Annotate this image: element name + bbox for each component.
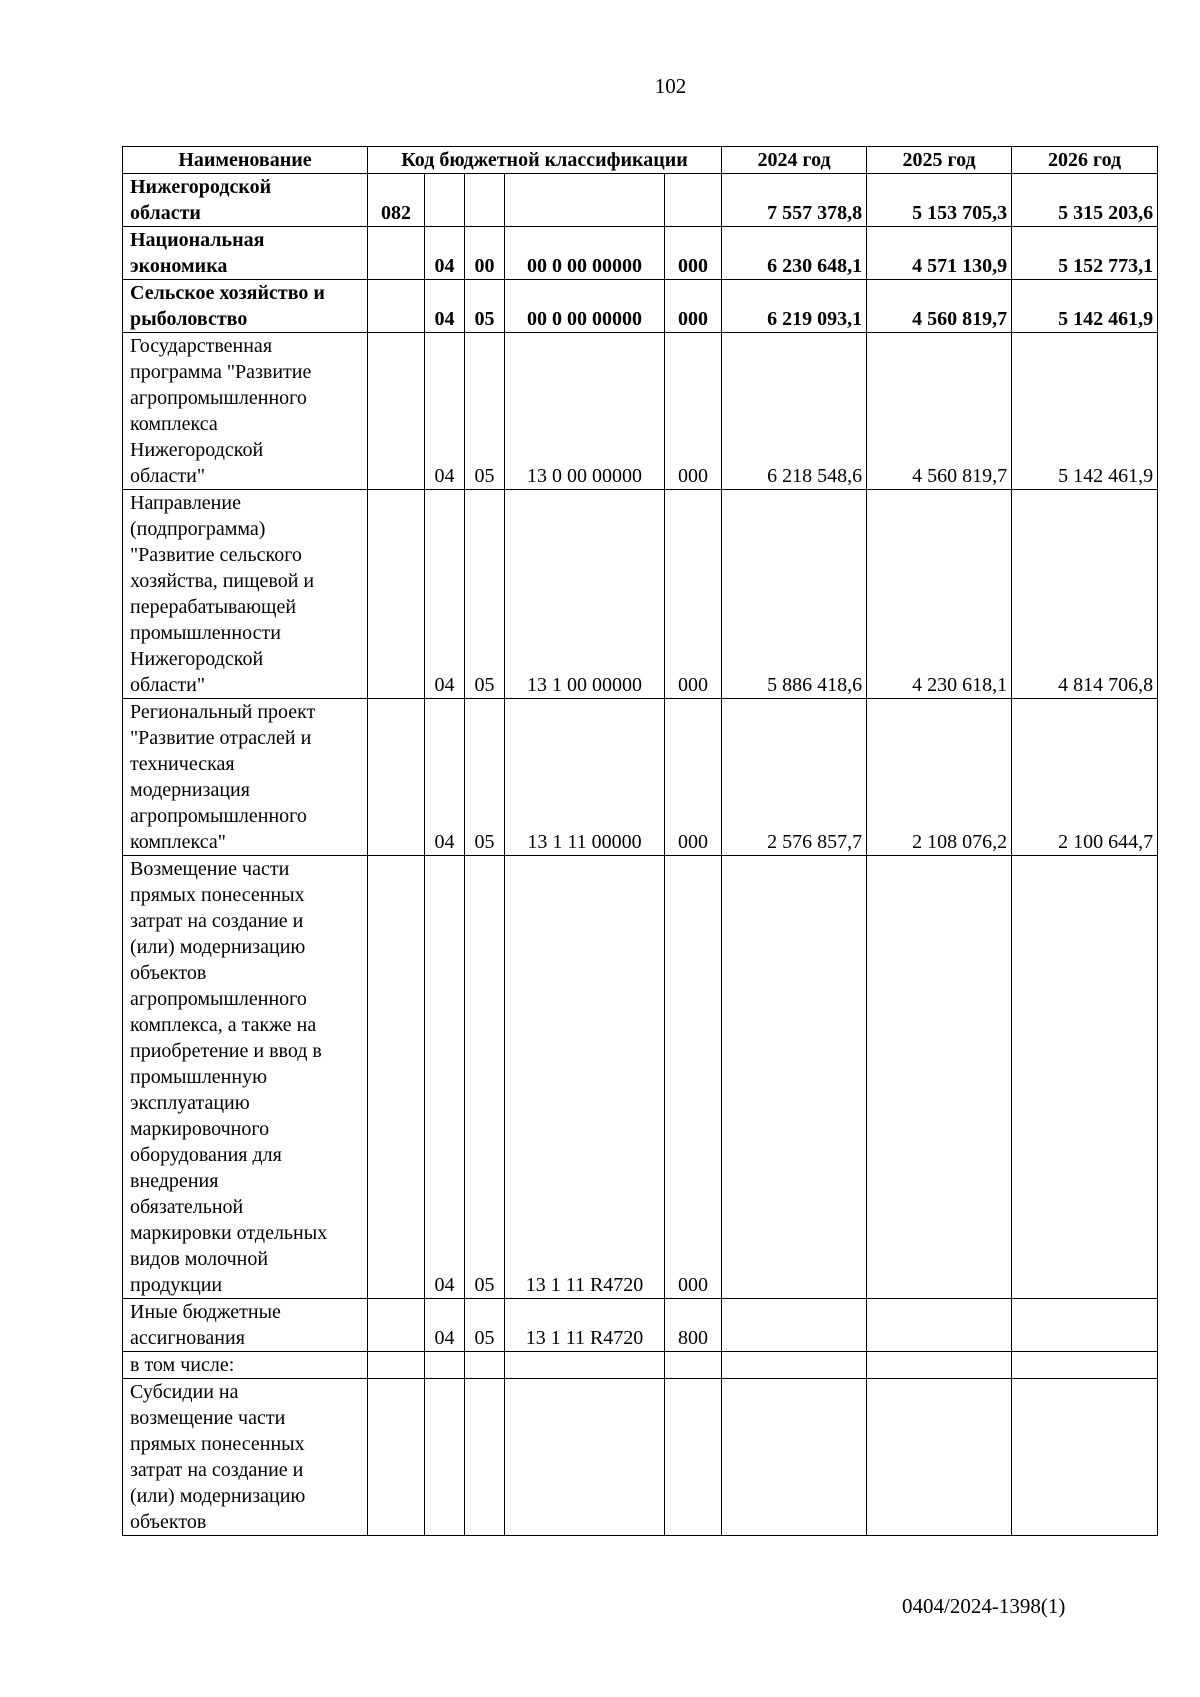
cell-section: 04 (425, 699, 465, 856)
cell-2026 (1012, 1299, 1158, 1352)
cell-target-article: 00 0 00 00000 (505, 280, 665, 333)
cell-2024: 6 218 548,6 (722, 333, 867, 490)
cell-2025 (867, 1379, 1012, 1536)
cell-subsection: 05 (465, 1299, 505, 1352)
cell-2026: 5 142 461,9 (1012, 280, 1158, 333)
table-row (123, 333, 1158, 490)
cell-subsection: 05 (465, 699, 505, 856)
cell-section: 04 (425, 490, 465, 699)
cell-2024 (722, 856, 867, 1299)
cell-expense-type: 000 (665, 856, 722, 1299)
cell-2025: 2 108 076,2 (867, 699, 1012, 856)
cell-ministry-code: 082 (368, 174, 425, 227)
header-name: Наименование (123, 147, 368, 174)
cell-target-article: 13 0 00 00000 (505, 333, 665, 490)
table-row (123, 699, 1158, 856)
cell-2025 (867, 1299, 1012, 1352)
cell-subsection: 05 (465, 856, 505, 1299)
cell-target-article (505, 1379, 665, 1536)
cell-name: Региональный проект "Развитие отраслей и техническая модернизация агропромышленного комплекса" (123, 699, 368, 856)
cell-2024: 6 230 648,1 (722, 227, 867, 280)
cell-2026 (1012, 1379, 1158, 1536)
cell-2024: 2 576 857,7 (722, 699, 867, 856)
cell-expense-type: 000 (665, 280, 722, 333)
cell-name: Субсидии на возмещение части прямых понесенных затрат на создание и (или) модернизацию объектов (123, 1379, 368, 1536)
cell-2026: 2 100 644,7 (1012, 699, 1158, 856)
cell-name: Сельское хозяйство и рыболовство (123, 280, 368, 333)
cell-expense-type: 000 (665, 699, 722, 856)
cell-name: в том числе: (123, 1352, 368, 1379)
table-row (123, 227, 1158, 280)
cell-2024: 6 219 093,1 (722, 280, 867, 333)
cell-name: Государственная программа "Развитие агропромышленного комплекса Нижегородской области" (123, 333, 368, 490)
table-row (123, 1379, 1158, 1536)
cell-2025 (867, 1352, 1012, 1379)
cell-2026: 5 315 203,6 (1012, 174, 1158, 227)
cell-ministry-code (368, 227, 425, 280)
cell-ministry-code (368, 1379, 425, 1536)
cell-2025: 4 230 618,1 (867, 490, 1012, 699)
cell-target-article: 13 1 11 R4720 (505, 1299, 665, 1352)
cell-2024 (722, 1352, 867, 1379)
cell-target-article: 13 1 11 R4720 (505, 856, 665, 1299)
cell-subsection (465, 1379, 505, 1536)
table-header-row (123, 147, 1158, 174)
page-number: 102 (654, 74, 687, 98)
cell-name: Возмещение части прямых понесенных затрат на создание и (или) модернизацию объектов агропромышленного комплекса, а также на приобретение и ввод в промышленную эксплуатацию маркировочного оборудования для внедрения обязательной маркировки отдельных видов молочной продукции (123, 856, 368, 1299)
cell-ministry-code (368, 856, 425, 1299)
cell-section: 04 (425, 856, 465, 1299)
cell-expense-type (665, 174, 722, 227)
cell-expense-type (665, 1352, 722, 1379)
cell-subsection: 05 (465, 490, 505, 699)
cell-2025: 4 560 819,7 (867, 333, 1012, 490)
cell-section: 04 (425, 1299, 465, 1352)
cell-section (425, 1379, 465, 1536)
cell-2025 (867, 856, 1012, 1299)
table-row (123, 1352, 1158, 1379)
cell-subsection (465, 174, 505, 227)
cell-2025: 5 153 705,3 (867, 174, 1012, 227)
cell-target-article: 13 1 11 00000 (505, 699, 665, 856)
cell-2026 (1012, 856, 1158, 1299)
cell-expense-type: 000 (665, 490, 722, 699)
cell-section (425, 174, 465, 227)
table-row (123, 174, 1158, 227)
cell-2026: 5 142 461,9 (1012, 333, 1158, 490)
cell-2024 (722, 1299, 867, 1352)
table-row (123, 490, 1158, 699)
table-row (123, 280, 1158, 333)
cell-subsection: 05 (465, 280, 505, 333)
cell-2026: 4 814 706,8 (1012, 490, 1158, 699)
table-row (123, 1299, 1158, 1352)
budget-table (122, 146, 1158, 1536)
cell-target-article: 13 1 00 00000 (505, 490, 665, 699)
cell-2025: 4 560 819,7 (867, 280, 1012, 333)
cell-2024: 5 886 418,6 (722, 490, 867, 699)
cell-subsection: 05 (465, 333, 505, 490)
cell-expense-type: 800 (665, 1299, 722, 1352)
cell-ministry-code (368, 490, 425, 699)
cell-name: Иные бюджетные ассигнования (123, 1299, 368, 1352)
cell-section: 04 (425, 227, 465, 280)
cell-expense-type: 000 (665, 333, 722, 490)
cell-name: Нижегородской области (123, 174, 368, 227)
cell-2024: 7 557 378,8 (722, 174, 867, 227)
cell-ministry-code (368, 1352, 425, 1379)
cell-ministry-code (368, 1299, 425, 1352)
cell-target-article: 00 0 00 00000 (505, 227, 665, 280)
cell-target-article (505, 1352, 665, 1379)
cell-ministry-code (368, 699, 425, 856)
cell-name: Национальная экономика (123, 227, 368, 280)
cell-section: 04 (425, 280, 465, 333)
header-2025: 2025 год (867, 147, 1012, 174)
cell-expense-type: 000 (665, 227, 722, 280)
header-2024: 2024 год (722, 147, 867, 174)
cell-expense-type (665, 1379, 722, 1536)
cell-ministry-code (368, 280, 425, 333)
cell-name: Направление (подпрограмма) "Развитие сельского хозяйства, пищевой и перерабатывающей промышленности Нижегородской области" (123, 490, 368, 699)
cell-2026 (1012, 1352, 1158, 1379)
header-code: Код бюджетной классификации (368, 147, 722, 174)
cell-subsection (465, 1352, 505, 1379)
cell-ministry-code (368, 333, 425, 490)
document-code: 0404/2024-1398(1) (902, 1594, 1066, 1618)
cell-2024 (722, 1379, 867, 1536)
cell-section: 04 (425, 333, 465, 490)
cell-2025: 4 571 130,9 (867, 227, 1012, 280)
header-2026: 2026 год (1012, 147, 1158, 174)
cell-target-article (505, 174, 665, 227)
cell-2026: 5 152 773,1 (1012, 227, 1158, 280)
cell-subsection: 00 (465, 227, 505, 280)
table-row (123, 856, 1158, 1299)
cell-section (425, 1352, 465, 1379)
